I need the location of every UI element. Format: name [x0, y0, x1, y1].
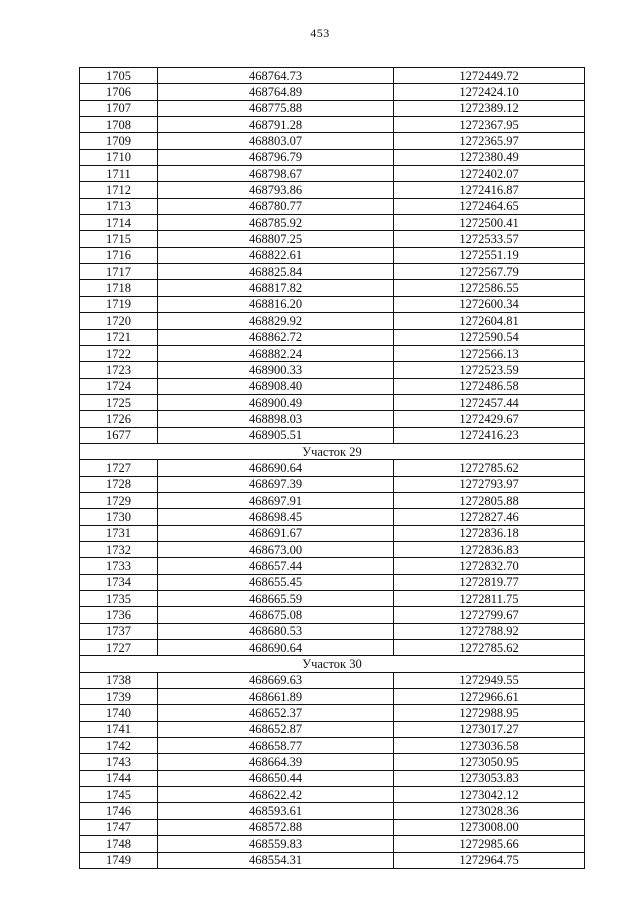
point-number-cell: 1716 [80, 247, 158, 263]
x-coordinate-cell: 468905.51 [158, 427, 394, 443]
point-number-cell: 1722 [80, 345, 158, 361]
y-coordinate-cell: 1272566.13 [394, 345, 585, 361]
y-coordinate-cell: 1272416.23 [394, 427, 585, 443]
table-row [80, 705, 585, 721]
x-coordinate-cell: 468900.49 [158, 394, 394, 410]
y-coordinate-cell: 1272827.46 [394, 509, 585, 525]
x-coordinate-cell: 468673.00 [158, 541, 394, 557]
x-coordinate-cell: 468829.92 [158, 313, 394, 329]
point-number-cell: 1744 [80, 770, 158, 786]
table-row [80, 591, 585, 607]
x-coordinate-cell: 468817.82 [158, 280, 394, 296]
point-number-cell: 1743 [80, 754, 158, 770]
point-number-cell: 1714 [80, 215, 158, 231]
point-number-cell: 1708 [80, 117, 158, 133]
x-coordinate-cell: 468622.42 [158, 787, 394, 803]
y-coordinate-cell: 1272949.55 [394, 672, 585, 688]
x-coordinate-cell: 468650.44 [158, 770, 394, 786]
x-coordinate-cell: 468655.45 [158, 574, 394, 590]
y-coordinate-cell: 1273008.00 [394, 819, 585, 835]
table-row [80, 280, 585, 296]
y-coordinate-cell: 1272464.65 [394, 198, 585, 214]
point-number-cell: 1715 [80, 231, 158, 247]
y-coordinate-cell: 1273017.27 [394, 721, 585, 737]
table-row [80, 509, 585, 525]
x-coordinate-cell: 468785.92 [158, 215, 394, 231]
table-row [80, 329, 585, 345]
y-coordinate-cell: 1272785.62 [394, 640, 585, 656]
point-number-cell: 1737 [80, 623, 158, 639]
x-coordinate-cell: 468658.77 [158, 738, 394, 754]
x-coordinate-cell: 468796.79 [158, 149, 394, 165]
y-coordinate-cell: 1272964.75 [394, 852, 585, 868]
table-row [80, 264, 585, 280]
table-row [80, 427, 585, 443]
point-number-cell: 1741 [80, 721, 158, 737]
section-header-row [80, 656, 585, 672]
y-coordinate-cell: 1273042.12 [394, 787, 585, 803]
table-row [80, 460, 585, 476]
point-number-cell: 1720 [80, 313, 158, 329]
point-number-cell: 1707 [80, 100, 158, 116]
point-number-cell: 1711 [80, 166, 158, 182]
point-number-cell: 1723 [80, 362, 158, 378]
table-row [80, 100, 585, 116]
table-row [80, 182, 585, 198]
x-coordinate-cell: 468680.53 [158, 623, 394, 639]
x-coordinate-cell: 468675.08 [158, 607, 394, 623]
x-coordinate-cell: 468764.89 [158, 84, 394, 100]
section-label: Участок 29 [80, 443, 585, 459]
x-coordinate-cell: 468698.45 [158, 509, 394, 525]
y-coordinate-cell: 1272402.07 [394, 166, 585, 182]
y-coordinate-cell: 1273028.36 [394, 803, 585, 819]
y-coordinate-cell: 1272586.55 [394, 280, 585, 296]
x-coordinate-cell: 468898.03 [158, 411, 394, 427]
x-coordinate-cell: 468697.39 [158, 476, 394, 492]
page-number: 453 [310, 26, 330, 40]
y-coordinate-cell: 1272590.54 [394, 329, 585, 345]
table-row [80, 787, 585, 803]
table-row [80, 640, 585, 656]
section-header-row [80, 443, 585, 459]
y-coordinate-cell: 1272788.92 [394, 623, 585, 639]
table-row [80, 215, 585, 231]
x-coordinate-cell: 468661.89 [158, 689, 394, 705]
y-coordinate-cell: 1272533.57 [394, 231, 585, 247]
x-coordinate-cell: 468690.64 [158, 640, 394, 656]
y-coordinate-cell: 1272380.49 [394, 149, 585, 165]
table-row [80, 117, 585, 133]
point-number-cell: 1748 [80, 836, 158, 852]
x-coordinate-cell: 468554.31 [158, 852, 394, 868]
table-row [80, 607, 585, 623]
table-row [80, 378, 585, 394]
point-number-cell: 1749 [80, 852, 158, 868]
x-coordinate-cell: 468657.44 [158, 558, 394, 574]
x-coordinate-cell: 468908.40 [158, 378, 394, 394]
point-number-cell: 1729 [80, 492, 158, 508]
y-coordinate-cell: 1273036.58 [394, 738, 585, 754]
x-coordinate-cell: 468798.67 [158, 166, 394, 182]
y-coordinate-cell: 1272799.67 [394, 607, 585, 623]
y-coordinate-cell: 1272424.10 [394, 84, 585, 100]
table-row [80, 296, 585, 312]
table-row [80, 672, 585, 688]
point-number-cell: 1677 [80, 427, 158, 443]
table-row [80, 133, 585, 149]
x-coordinate-cell: 468572.88 [158, 819, 394, 835]
x-coordinate-cell: 468793.86 [158, 182, 394, 198]
table-row [80, 525, 585, 541]
x-coordinate-cell: 468791.28 [158, 117, 394, 133]
table-row [80, 231, 585, 247]
coordinates-table-body [80, 68, 585, 869]
point-number-cell: 1732 [80, 541, 158, 557]
y-coordinate-cell: 1272805.88 [394, 492, 585, 508]
x-coordinate-cell: 468862.72 [158, 329, 394, 345]
y-coordinate-cell: 1272966.61 [394, 689, 585, 705]
point-number-cell: 1705 [80, 68, 158, 84]
y-coordinate-cell: 1272836.18 [394, 525, 585, 541]
table-row [80, 852, 585, 868]
y-coordinate-cell: 1272486.58 [394, 378, 585, 394]
table-row [80, 689, 585, 705]
y-coordinate-cell: 1272429.67 [394, 411, 585, 427]
x-coordinate-cell: 468697.91 [158, 492, 394, 508]
x-coordinate-cell: 468803.07 [158, 133, 394, 149]
table-row [80, 247, 585, 263]
point-number-cell: 1706 [80, 84, 158, 100]
point-number-cell: 1745 [80, 787, 158, 803]
table-row [80, 754, 585, 770]
x-coordinate-cell: 468665.59 [158, 591, 394, 607]
point-number-cell: 1736 [80, 607, 158, 623]
x-coordinate-cell: 468690.64 [158, 460, 394, 476]
x-coordinate-cell: 468816.20 [158, 296, 394, 312]
y-coordinate-cell: 1272832.70 [394, 558, 585, 574]
y-coordinate-cell: 1272367.95 [394, 117, 585, 133]
point-number-cell: 1725 [80, 394, 158, 410]
table-row [80, 345, 585, 361]
y-coordinate-cell: 1272836.83 [394, 541, 585, 557]
x-coordinate-cell: 468882.24 [158, 345, 394, 361]
table-row [80, 313, 585, 329]
table-row [80, 721, 585, 737]
x-coordinate-cell: 468652.87 [158, 721, 394, 737]
x-coordinate-cell: 468652.37 [158, 705, 394, 721]
point-number-cell: 1739 [80, 689, 158, 705]
table-row [80, 541, 585, 557]
table-row [80, 574, 585, 590]
x-coordinate-cell: 468664.39 [158, 754, 394, 770]
table-row [80, 738, 585, 754]
y-coordinate-cell: 1272567.79 [394, 264, 585, 280]
table-row [80, 394, 585, 410]
point-number-cell: 1728 [80, 476, 158, 492]
point-number-cell: 1719 [80, 296, 158, 312]
table-row [80, 166, 585, 182]
y-coordinate-cell: 1272793.97 [394, 476, 585, 492]
y-coordinate-cell: 1272500.41 [394, 215, 585, 231]
y-coordinate-cell: 1272985.66 [394, 836, 585, 852]
y-coordinate-cell: 1272551.19 [394, 247, 585, 263]
table-row [80, 492, 585, 508]
table-row [80, 770, 585, 786]
table-row [80, 803, 585, 819]
table-row [80, 819, 585, 835]
y-coordinate-cell: 1272365.97 [394, 133, 585, 149]
point-number-cell: 1746 [80, 803, 158, 819]
point-number-cell: 1740 [80, 705, 158, 721]
x-coordinate-cell: 468807.25 [158, 231, 394, 247]
coordinates-table [79, 67, 585, 869]
table-row [80, 362, 585, 378]
x-coordinate-cell: 468593.61 [158, 803, 394, 819]
point-number-cell: 1717 [80, 264, 158, 280]
point-number-cell: 1730 [80, 509, 158, 525]
point-number-cell: 1742 [80, 738, 158, 754]
point-number-cell: 1747 [80, 819, 158, 835]
table-row [80, 476, 585, 492]
x-coordinate-cell: 468900.33 [158, 362, 394, 378]
table-row [80, 411, 585, 427]
table-row [80, 198, 585, 214]
point-number-cell: 1734 [80, 574, 158, 590]
table-row [80, 84, 585, 100]
point-number-cell: 1731 [80, 525, 158, 541]
y-coordinate-cell: 1272600.34 [394, 296, 585, 312]
y-coordinate-cell: 1272988.95 [394, 705, 585, 721]
table-row [80, 558, 585, 574]
table-row [80, 623, 585, 639]
point-number-cell: 1727 [80, 460, 158, 476]
x-coordinate-cell: 468822.61 [158, 247, 394, 263]
y-coordinate-cell: 1272604.81 [394, 313, 585, 329]
y-coordinate-cell: 1272785.62 [394, 460, 585, 476]
table-row [80, 149, 585, 165]
section-label: Участок 30 [80, 656, 585, 672]
point-number-cell: 1735 [80, 591, 158, 607]
x-coordinate-cell: 468669.63 [158, 672, 394, 688]
y-coordinate-cell: 1272389.12 [394, 100, 585, 116]
x-coordinate-cell: 468775.88 [158, 100, 394, 116]
x-coordinate-cell: 468825.84 [158, 264, 394, 280]
y-coordinate-cell: 1273053.83 [394, 770, 585, 786]
point-number-cell: 1727 [80, 640, 158, 656]
point-number-cell: 1738 [80, 672, 158, 688]
point-number-cell: 1718 [80, 280, 158, 296]
x-coordinate-cell: 468780.77 [158, 198, 394, 214]
x-coordinate-cell: 468764.73 [158, 68, 394, 84]
y-coordinate-cell: 1272819.77 [394, 574, 585, 590]
y-coordinate-cell: 1272449.72 [394, 68, 585, 84]
x-coordinate-cell: 468691.67 [158, 525, 394, 541]
point-number-cell: 1710 [80, 149, 158, 165]
y-coordinate-cell: 1272416.87 [394, 182, 585, 198]
point-number-cell: 1733 [80, 558, 158, 574]
y-coordinate-cell: 1273050.95 [394, 754, 585, 770]
table-row [80, 68, 585, 84]
point-number-cell: 1721 [80, 329, 158, 345]
point-number-cell: 1709 [80, 133, 158, 149]
point-number-cell: 1724 [80, 378, 158, 394]
y-coordinate-cell: 1272523.59 [394, 362, 585, 378]
y-coordinate-cell: 1272457.44 [394, 394, 585, 410]
y-coordinate-cell: 1272811.75 [394, 591, 585, 607]
point-number-cell: 1726 [80, 411, 158, 427]
point-number-cell: 1712 [80, 182, 158, 198]
point-number-cell: 1713 [80, 198, 158, 214]
table-row [80, 836, 585, 852]
x-coordinate-cell: 468559.83 [158, 836, 394, 852]
